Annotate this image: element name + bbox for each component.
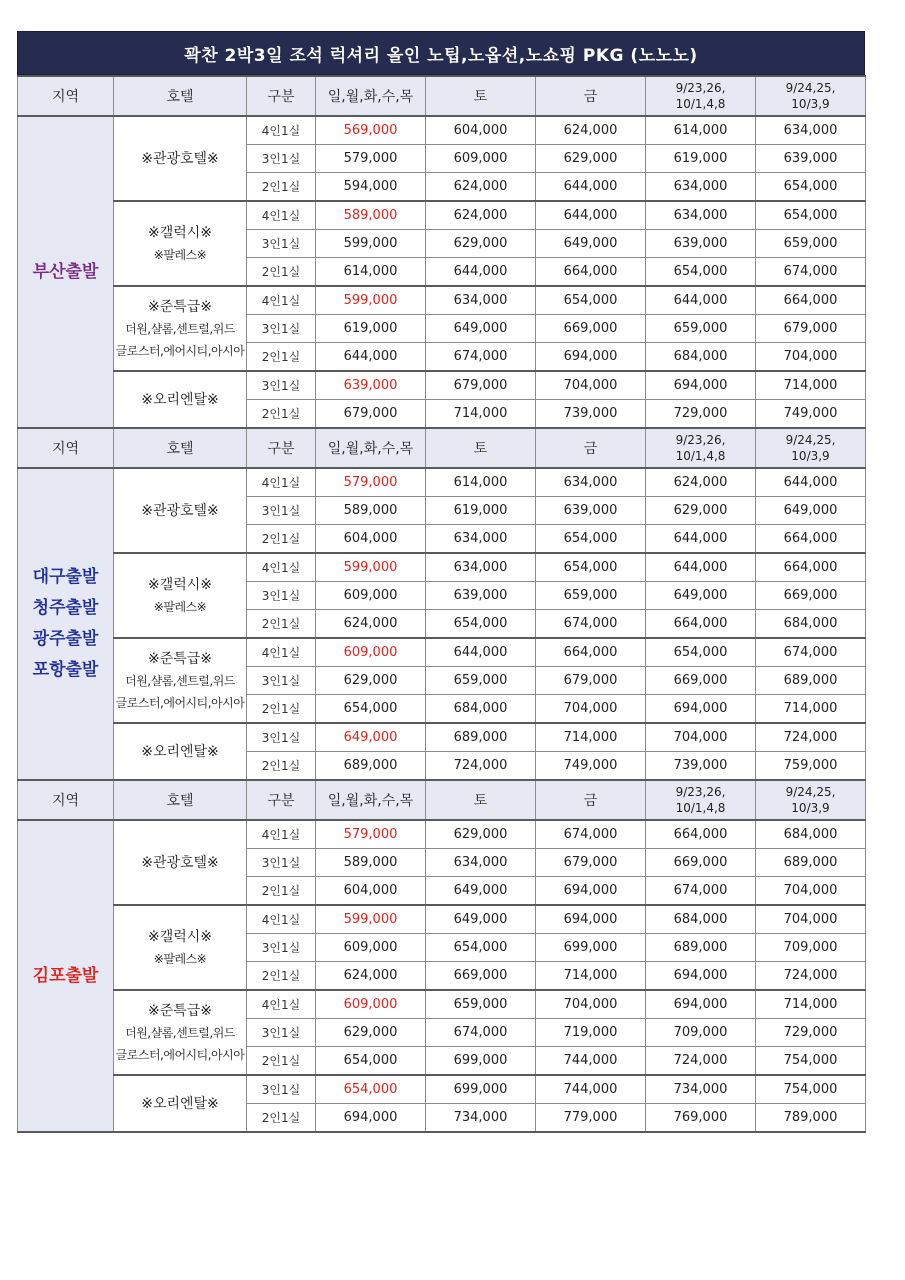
header-friday: 금	[536, 780, 646, 820]
price-weekday: 569,000	[316, 116, 426, 145]
hotel-cell	[114, 371, 247, 428]
hotel-list: 더원,샬롬,센트럴,위드	[125, 1025, 235, 1040]
price-friday: 694,000	[536, 905, 646, 934]
price-peak-2: 649,000	[756, 497, 866, 525]
price-peak-2: 714,000	[756, 371, 866, 400]
price-saturday: 679,000	[426, 371, 536, 400]
hotel-cell	[114, 116, 247, 201]
price-friday: 654,000	[536, 553, 646, 582]
price-saturday: 669,000	[426, 962, 536, 991]
price-saturday: 649,000	[426, 315, 536, 343]
price-peak-1: 674,000	[646, 877, 756, 906]
price-weekday: 614,000	[316, 258, 426, 287]
price-friday: 739,000	[536, 400, 646, 429]
header-peak-dates-2: 9/24,25, 10/3,9	[756, 76, 866, 116]
region-cell	[18, 116, 114, 428]
room-type: 3인1실	[247, 849, 316, 877]
price-peak-1: 694,000	[646, 371, 756, 400]
header-region: 지역	[18, 780, 114, 820]
price-peak-1: 624,000	[646, 468, 756, 497]
price-peak-2: 654,000	[756, 173, 866, 202]
hotel-list: ※팔레스※	[153, 247, 207, 262]
region-name: 부산출발	[32, 261, 99, 282]
hotel-name: ※오리엔탈※	[141, 1095, 219, 1112]
hotel-cell	[114, 990, 247, 1075]
table-row	[18, 820, 866, 849]
price-friday: 704,000	[536, 371, 646, 400]
price-saturday: 659,000	[426, 990, 536, 1019]
hotel-list: 글로스터,에어시티,아시아	[115, 343, 245, 358]
price-weekday: 599,000	[316, 286, 426, 315]
price-peak-1: 684,000	[646, 343, 756, 372]
price-peak-1: 659,000	[646, 315, 756, 343]
header-region: 지역	[18, 428, 114, 468]
price-peak-1: 644,000	[646, 286, 756, 315]
price-peak-1: 694,000	[646, 695, 756, 724]
price-peak-2: 759,000	[756, 752, 866, 781]
room-type: 3인1실	[247, 230, 316, 258]
price-friday: 654,000	[536, 525, 646, 554]
room-type: 2인1실	[247, 173, 316, 202]
price-sheet	[17, 31, 865, 1133]
price-weekday: 689,000	[316, 752, 426, 781]
region-name: 광주출발	[32, 629, 99, 649]
room-type: 3인1실	[247, 497, 316, 525]
price-saturday: 634,000	[426, 286, 536, 315]
price-saturday: 654,000	[426, 610, 536, 639]
price-peak-1: 709,000	[646, 1019, 756, 1047]
room-type: 2인1실	[247, 962, 316, 991]
room-type: 4인1실	[247, 201, 316, 230]
price-saturday: 699,000	[426, 1075, 536, 1104]
price-saturday: 649,000	[426, 905, 536, 934]
room-type: 2인1실	[247, 400, 316, 429]
price-friday: 644,000	[536, 173, 646, 202]
price-friday: 634,000	[536, 468, 646, 497]
price-peak-2: 709,000	[756, 934, 866, 962]
hotel-name: ※준특급※	[147, 298, 213, 315]
region-name: 청주출발	[32, 598, 99, 618]
room-type: 3인1실	[247, 934, 316, 962]
table-row	[18, 116, 866, 145]
price-friday: 744,000	[536, 1047, 646, 1076]
header-weekday: 일,월,화,수,목	[316, 428, 426, 468]
price-weekday: 604,000	[316, 877, 426, 906]
region-name: 대구출발	[32, 567, 99, 587]
price-peak-1: 644,000	[646, 525, 756, 554]
price-peak-1: 669,000	[646, 849, 756, 877]
hotel-list: 글로스터,에어시티,아시아	[115, 695, 245, 710]
price-peak-1: 654,000	[646, 258, 756, 287]
price-friday: 719,000	[536, 1019, 646, 1047]
price-friday: 669,000	[536, 315, 646, 343]
price-friday: 704,000	[536, 990, 646, 1019]
price-saturday: 634,000	[426, 553, 536, 582]
hotel-cell	[114, 820, 247, 905]
header-room-type: 구분	[247, 780, 316, 820]
room-type: 3인1실	[247, 315, 316, 343]
price-friday: 779,000	[536, 1104, 646, 1133]
price-saturday: 699,000	[426, 1047, 536, 1076]
price-saturday: 624,000	[426, 173, 536, 202]
price-saturday: 634,000	[426, 849, 536, 877]
hotel-name: ※준특급※	[147, 1002, 213, 1019]
price-friday: 674,000	[536, 820, 646, 849]
hotel-name: ※갤럭시※	[147, 224, 213, 241]
price-peak-1: 664,000	[646, 610, 756, 639]
hotel-cell	[114, 638, 247, 723]
price-peak-2: 714,000	[756, 990, 866, 1019]
hotel-cell	[114, 723, 247, 780]
price-weekday: 579,000	[316, 145, 426, 173]
price-peak-1: 634,000	[646, 201, 756, 230]
header-peak-dates-1: 9/23,26, 10/1,4,8	[646, 780, 756, 820]
hotel-list: 글로스터,에어시티,아시아	[115, 1047, 245, 1062]
room-type: 3인1실	[247, 723, 316, 752]
hotel-list: ※팔레스※	[153, 599, 207, 614]
price-saturday: 659,000	[426, 667, 536, 695]
header-saturday: 토	[426, 780, 536, 820]
hotel-list: 더원,샬롬,센트럴,위드	[125, 321, 235, 336]
room-type: 4인1실	[247, 286, 316, 315]
price-friday: 704,000	[536, 695, 646, 724]
header-friday: 금	[536, 428, 646, 468]
room-type: 4인1실	[247, 820, 316, 849]
table-row	[18, 371, 866, 400]
price-peak-1: 629,000	[646, 497, 756, 525]
price-peak-1: 634,000	[646, 173, 756, 202]
hotel-cell	[114, 905, 247, 990]
price-weekday: 679,000	[316, 400, 426, 429]
price-friday: 744,000	[536, 1075, 646, 1104]
price-weekday: 649,000	[316, 723, 426, 752]
hotel-cell	[114, 1075, 247, 1132]
price-friday: 694,000	[536, 343, 646, 372]
room-type: 2인1실	[247, 525, 316, 554]
column-header-row	[18, 428, 866, 468]
price-peak-2: 724,000	[756, 962, 866, 991]
price-weekday: 629,000	[316, 1019, 426, 1047]
room-type: 3인1실	[247, 1075, 316, 1104]
price-peak-1: 614,000	[646, 116, 756, 145]
price-peak-2: 679,000	[756, 315, 866, 343]
price-peak-2: 724,000	[756, 723, 866, 752]
header-region: 지역	[18, 76, 114, 116]
price-saturday: 674,000	[426, 343, 536, 372]
price-friday: 629,000	[536, 145, 646, 173]
header-weekday: 일,월,화,수,목	[316, 780, 426, 820]
price-weekday: 599,000	[316, 230, 426, 258]
room-type: 4인1실	[247, 553, 316, 582]
hotel-cell	[114, 286, 247, 371]
price-peak-1: 704,000	[646, 723, 756, 752]
price-peak-2: 674,000	[756, 638, 866, 667]
price-weekday: 619,000	[316, 315, 426, 343]
table-row	[18, 468, 866, 497]
price-weekday: 589,000	[316, 497, 426, 525]
header-weekday: 일,월,화,수,목	[316, 76, 426, 116]
price-saturday: 634,000	[426, 525, 536, 554]
price-peak-2: 664,000	[756, 553, 866, 582]
price-peak-2: 684,000	[756, 820, 866, 849]
price-friday: 679,000	[536, 849, 646, 877]
price-peak-2: 689,000	[756, 667, 866, 695]
hotel-name: ※준특급※	[147, 650, 213, 667]
price-saturday: 629,000	[426, 230, 536, 258]
price-weekday: 629,000	[316, 667, 426, 695]
table-row	[18, 553, 866, 582]
header-hotel: 호텔	[114, 428, 247, 468]
room-type: 2인1실	[247, 343, 316, 372]
price-friday: 714,000	[536, 723, 646, 752]
price-weekday: 609,000	[316, 638, 426, 667]
price-table	[17, 75, 866, 1133]
room-type: 3인1실	[247, 582, 316, 610]
price-peak-2: 689,000	[756, 849, 866, 877]
region-name: 김포출발	[32, 965, 99, 986]
price-peak-2: 659,000	[756, 230, 866, 258]
price-peak-2: 729,000	[756, 1019, 866, 1047]
room-type: 2인1실	[247, 610, 316, 639]
price-weekday: 654,000	[316, 695, 426, 724]
price-peak-2: 664,000	[756, 286, 866, 315]
price-weekday: 599,000	[316, 553, 426, 582]
hotel-list: 더원,샬롬,센트럴,위드	[125, 673, 235, 688]
table-row	[18, 638, 866, 667]
price-weekday: 694,000	[316, 1104, 426, 1133]
price-weekday: 579,000	[316, 820, 426, 849]
price-peak-1: 739,000	[646, 752, 756, 781]
hotel-name: ※오리엔탈※	[141, 391, 219, 408]
room-type: 2인1실	[247, 752, 316, 781]
price-friday: 659,000	[536, 582, 646, 610]
price-friday: 664,000	[536, 638, 646, 667]
price-weekday: 624,000	[316, 962, 426, 991]
room-type: 3인1실	[247, 371, 316, 400]
price-weekday: 654,000	[316, 1075, 426, 1104]
price-peak-1: 644,000	[646, 553, 756, 582]
price-saturday: 624,000	[426, 201, 536, 230]
price-peak-2: 639,000	[756, 145, 866, 173]
price-friday: 624,000	[536, 116, 646, 145]
column-header-row	[18, 780, 866, 820]
price-friday: 664,000	[536, 258, 646, 287]
price-friday: 694,000	[536, 877, 646, 906]
price-friday: 714,000	[536, 962, 646, 991]
room-type: 4인1실	[247, 116, 316, 145]
price-saturday: 604,000	[426, 116, 536, 145]
price-peak-1: 664,000	[646, 820, 756, 849]
price-peak-2: 704,000	[756, 905, 866, 934]
price-saturday: 639,000	[426, 582, 536, 610]
hotel-cell	[114, 553, 247, 638]
package-title: 꽉찬 2박3일 조석 럭셔리 올인 노팁,노옵션,노쇼핑 PKG (노노노)	[17, 31, 865, 75]
price-weekday: 654,000	[316, 1047, 426, 1076]
price-peak-2: 664,000	[756, 525, 866, 554]
price-peak-1: 694,000	[646, 990, 756, 1019]
price-weekday: 609,000	[316, 990, 426, 1019]
price-peak-2: 749,000	[756, 400, 866, 429]
price-weekday: 609,000	[316, 582, 426, 610]
room-type: 2인1실	[247, 1047, 316, 1076]
header-room-type: 구분	[247, 76, 316, 116]
hotel-name: ※관광호텔※	[141, 502, 219, 519]
price-peak-1: 729,000	[646, 400, 756, 429]
price-friday: 644,000	[536, 201, 646, 230]
price-peak-1: 694,000	[646, 962, 756, 991]
price-peak-2: 634,000	[756, 116, 866, 145]
room-type: 2인1실	[247, 877, 316, 906]
price-saturday: 734,000	[426, 1104, 536, 1133]
price-weekday: 589,000	[316, 201, 426, 230]
header-hotel: 호텔	[114, 780, 247, 820]
price-friday: 654,000	[536, 286, 646, 315]
header-friday: 금	[536, 76, 646, 116]
price-saturday: 714,000	[426, 400, 536, 429]
price-weekday: 644,000	[316, 343, 426, 372]
room-type: 2인1실	[247, 1104, 316, 1133]
room-type: 3인1실	[247, 1019, 316, 1047]
price-peak-1: 684,000	[646, 905, 756, 934]
region-cell	[18, 820, 114, 1132]
price-weekday: 604,000	[316, 525, 426, 554]
price-peak-2: 654,000	[756, 201, 866, 230]
price-saturday: 629,000	[426, 820, 536, 849]
price-weekday: 599,000	[316, 905, 426, 934]
table-row	[18, 286, 866, 315]
price-weekday: 624,000	[316, 610, 426, 639]
hotel-name: ※갤럭시※	[147, 576, 213, 593]
region-name: 포항출발	[32, 660, 99, 680]
price-friday: 649,000	[536, 230, 646, 258]
price-saturday: 619,000	[426, 497, 536, 525]
price-peak-1: 654,000	[646, 638, 756, 667]
room-type: 3인1실	[247, 145, 316, 173]
price-saturday: 689,000	[426, 723, 536, 752]
price-peak-2: 669,000	[756, 582, 866, 610]
price-peak-1: 619,000	[646, 145, 756, 173]
price-peak-1: 769,000	[646, 1104, 756, 1133]
hotel-cell	[114, 468, 247, 553]
price-saturday: 614,000	[426, 468, 536, 497]
region-cell	[18, 468, 114, 780]
header-peak-dates-2: 9/24,25, 10/3,9	[756, 428, 866, 468]
room-type: 4인1실	[247, 990, 316, 1019]
header-hotel: 호텔	[114, 76, 247, 116]
price-friday: 749,000	[536, 752, 646, 781]
price-peak-1: 649,000	[646, 582, 756, 610]
price-peak-1: 669,000	[646, 667, 756, 695]
hotel-list: ※팔레스※	[153, 951, 207, 966]
price-weekday: 579,000	[316, 468, 426, 497]
hotel-name: ※관광호텔※	[141, 854, 219, 871]
room-type: 2인1실	[247, 695, 316, 724]
table-row	[18, 990, 866, 1019]
price-saturday: 674,000	[426, 1019, 536, 1047]
header-room-type: 구분	[247, 428, 316, 468]
room-type: 4인1실	[247, 905, 316, 934]
price-saturday: 644,000	[426, 638, 536, 667]
hotel-name: ※오리엔탈※	[141, 743, 219, 760]
room-type: 4인1실	[247, 468, 316, 497]
room-type: 3인1실	[247, 667, 316, 695]
price-friday: 679,000	[536, 667, 646, 695]
price-saturday: 649,000	[426, 877, 536, 906]
price-friday: 639,000	[536, 497, 646, 525]
price-peak-2: 644,000	[756, 468, 866, 497]
table-row	[18, 1075, 866, 1104]
header-peak-dates-2: 9/24,25, 10/3,9	[756, 780, 866, 820]
price-weekday: 589,000	[316, 849, 426, 877]
price-peak-2: 674,000	[756, 258, 866, 287]
price-friday: 699,000	[536, 934, 646, 962]
price-peak-2: 754,000	[756, 1047, 866, 1076]
price-peak-1: 689,000	[646, 934, 756, 962]
price-saturday: 724,000	[426, 752, 536, 781]
hotel-cell	[114, 201, 247, 286]
price-peak-1: 639,000	[646, 230, 756, 258]
price-weekday: 639,000	[316, 371, 426, 400]
header-peak-dates-1: 9/23,26, 10/1,4,8	[646, 428, 756, 468]
price-peak-1: 724,000	[646, 1047, 756, 1076]
price-friday: 674,000	[536, 610, 646, 639]
price-weekday: 609,000	[316, 934, 426, 962]
price-weekday: 594,000	[316, 173, 426, 202]
price-saturday: 654,000	[426, 934, 536, 962]
header-peak-dates-1: 9/23,26, 10/1,4,8	[646, 76, 756, 116]
price-saturday: 684,000	[426, 695, 536, 724]
room-type: 2인1실	[247, 258, 316, 287]
hotel-name: ※관광호텔※	[141, 150, 219, 167]
price-saturday: 644,000	[426, 258, 536, 287]
column-header-row	[18, 76, 866, 116]
price-peak-2: 684,000	[756, 610, 866, 639]
table-row	[18, 905, 866, 934]
price-peak-2: 789,000	[756, 1104, 866, 1133]
price-peak-2: 704,000	[756, 343, 866, 372]
header-saturday: 토	[426, 76, 536, 116]
table-row	[18, 723, 866, 752]
header-saturday: 토	[426, 428, 536, 468]
hotel-name: ※갤럭시※	[147, 928, 213, 945]
price-peak-2: 704,000	[756, 877, 866, 906]
price-peak-2: 754,000	[756, 1075, 866, 1104]
table-row	[18, 201, 866, 230]
price-peak-1: 734,000	[646, 1075, 756, 1104]
price-peak-2: 714,000	[756, 695, 866, 724]
room-type: 4인1실	[247, 638, 316, 667]
price-saturday: 609,000	[426, 145, 536, 173]
